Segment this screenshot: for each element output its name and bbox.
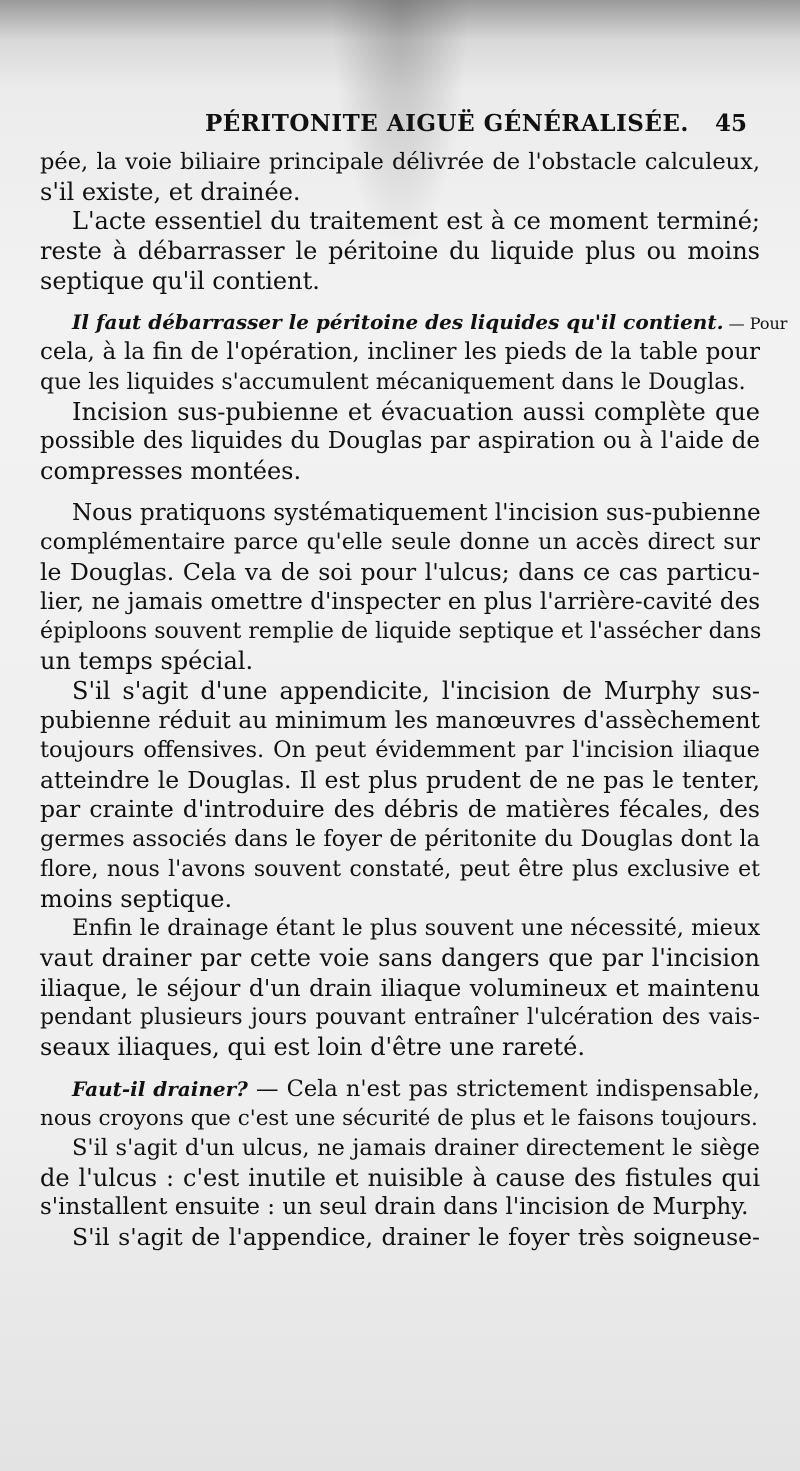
paragraph bbox=[40, 677, 760, 915]
text-line: possible des liquides du Douglas par aspiration ou à l'aide de bbox=[40, 428, 760, 455]
text-line: S'il s'agit d'un ulcus, ne jamais drainer directement le siège bbox=[72, 1135, 760, 1161]
section-heading: Il faut débarrasser le péritoine des liquides qu'il contient. bbox=[72, 310, 724, 335]
text-line bbox=[40, 308, 788, 338]
text-line: atteindre le Douglas. Il est plus prudent de ne pas le tenter, bbox=[40, 765, 760, 794]
text-line: cela, à la fin de l'opération, incliner les pieds de la table pour bbox=[40, 339, 760, 366]
text-line bbox=[40, 1075, 760, 1105]
page-number: 45 bbox=[715, 110, 748, 137]
text-line: pendant plusieurs jours pouvant entraîner l'ulcération des vais- bbox=[40, 1005, 760, 1031]
body-text bbox=[40, 148, 788, 1253]
section-heading: Faut-il drainer? bbox=[72, 1076, 248, 1101]
paragraph bbox=[40, 499, 760, 677]
paragraph bbox=[40, 398, 760, 487]
text-line: S'il s'agit de l'appendice, drainer le foyer très soigneuse- bbox=[72, 1223, 760, 1252]
text-line: pée, la voie biliaire principale délivrée de l'obstacle calculeux, bbox=[40, 149, 760, 175]
text-line: Incision sus-pubienne et évacuation aussi complète que bbox=[72, 397, 760, 426]
running-title: PÉRITONITE AIGUË GÉNÉRALISÉE. bbox=[205, 110, 689, 137]
text-line: moins septique. bbox=[40, 884, 233, 913]
text-line: compresses montées. bbox=[40, 456, 302, 485]
paragraph bbox=[40, 1134, 760, 1223]
text-line: iliaque, le séjour d'un drain iliaque volumineux et maintenu bbox=[40, 973, 760, 1002]
text-line: vaut drainer par cette voie sans dangers que par l'incision bbox=[40, 943, 760, 972]
text-line: de l'ulcus : c'est inutile et nuisible à cause des fistules qui bbox=[40, 1163, 760, 1192]
text-line: que les liquides s'accumulent mécaniquement dans le Douglas. bbox=[40, 369, 746, 395]
text-line: un temps spécial. bbox=[40, 647, 254, 675]
heading-tail: — Cela n'est pas strictement indispensable, bbox=[247, 1075, 761, 1102]
text-line: s'installent ensuite : un seul drain dans l'incision de Murphy. bbox=[40, 1194, 749, 1221]
text-line: septique qu'il contient. bbox=[40, 266, 320, 295]
paragraph bbox=[40, 207, 760, 296]
text-line: Enfin le drainage étant le plus souvent une nécessité, mieux bbox=[72, 915, 761, 942]
paragraph bbox=[40, 148, 760, 207]
paragraph bbox=[40, 308, 788, 397]
text-line: pubienne réduit au minimum les manœuvres d'assèchement bbox=[40, 706, 760, 735]
text-line: s'il existe, et drainée. bbox=[40, 177, 301, 206]
heading-tail: — Pour bbox=[723, 314, 788, 334]
paragraph bbox=[40, 1075, 760, 1134]
text-line: flore, nous l'avons souvent constaté, peut être plus exclusive et bbox=[40, 856, 760, 882]
paragraph bbox=[40, 1223, 760, 1253]
text-line: seaux iliaques, qui est loin d'être une rareté. bbox=[40, 1032, 585, 1061]
text-line: L'acte essentiel du traitement est à ce moment terminé; bbox=[72, 207, 760, 236]
text-line: le Douglas. Cela va de soi pour l'ulcus; dans ce cas particu- bbox=[40, 557, 760, 586]
text-line: reste à débarrasser le péritoine du liquide plus ou moins bbox=[40, 237, 760, 266]
text-line: nous croyons que c'est une sécurité de plus et le faisons toujours. bbox=[40, 1106, 758, 1132]
text-line: lier, ne jamais omettre d'inspecter en plus l'arrière-cavité des bbox=[40, 588, 760, 615]
paragraph bbox=[40, 914, 760, 1062]
text-line: épiploons souvent remplie de liquide septique et l'assécher dans bbox=[40, 619, 762, 645]
text-line: germes associés dans le foyer de péritonite du Douglas dont la bbox=[40, 826, 760, 853]
text-line: toujours offensives. On peut évidemment par l'incision iliaque bbox=[40, 737, 760, 764]
page-header bbox=[0, 110, 800, 140]
text-line: S'il s'agit d'une appendicite, l'incision de Murphy sus- bbox=[72, 676, 760, 705]
text-line: Nous pratiquons systématiquement l'incision sus-pubienne bbox=[72, 499, 761, 526]
text-line: par crainte d'introduire des débris de matières fécales, des bbox=[40, 795, 760, 824]
text-line: complémentaire parce qu'elle seule donne un accès direct sur bbox=[40, 529, 760, 556]
